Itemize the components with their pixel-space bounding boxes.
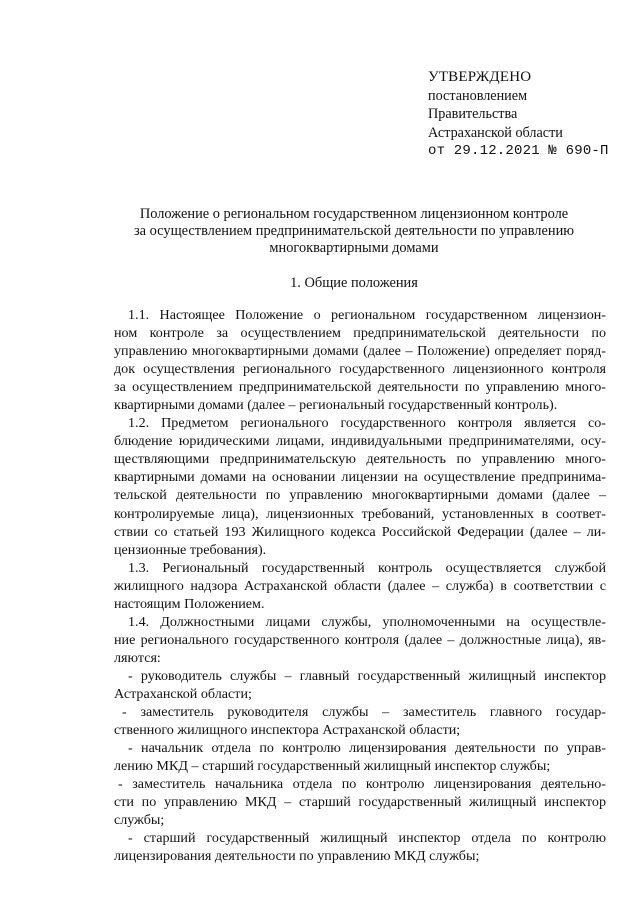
document-body bbox=[114, 306, 606, 865]
paragraph-line: 1.3. Региональный государственный контроль осуществляется службой bbox=[128, 559, 606, 576]
paragraph-line: 1.4. Должностными лицами службы, уполномоченными на осуществле- bbox=[128, 613, 606, 630]
list-item-line: Астраханской области; bbox=[114, 685, 252, 702]
list-item-line: лицензирования деятельности по управлению МКД службы; bbox=[114, 848, 480, 865]
approval-date-number: от 29.12.2021 № 690-П bbox=[428, 143, 609, 159]
paragraph-line: ствии со статьей 193 Жилищного кодекса Российской Федерации (далее – ли- bbox=[114, 523, 606, 540]
title-line: Положение о региональном государственном лицензионном контроле bbox=[139, 206, 569, 222]
paragraph-line: жилищного надзора Астраханской области (далее – служба) в соответствии с bbox=[114, 577, 606, 594]
paragraph-line: 1.1. Настоящее Положение о региональном государственном лицензион- bbox=[128, 307, 606, 323]
paragraph-line: ном контроле за осуществлением предпринимательской деятельности по bbox=[114, 325, 606, 342]
title-line: многоквартирными домами bbox=[269, 240, 439, 256]
approval-stamp bbox=[428, 68, 628, 161]
section-heading: 1. Общие положения bbox=[290, 275, 418, 291]
approval-line: Правительства bbox=[428, 106, 518, 122]
approval-line: Астраханской области bbox=[428, 124, 563, 141]
title-line: за осуществлением предпринимательской деятельности по управлению bbox=[133, 223, 575, 239]
paragraph-line: квартирными домами на основании лицензии на осуществление предпринима- bbox=[114, 469, 606, 486]
list-item-line: - заместитель руководителя службы – заместитель главного государ- bbox=[122, 704, 606, 721]
document-title bbox=[104, 206, 604, 257]
paragraph-line: ществляющими предпринимательскую деятельность по управлению много- bbox=[114, 451, 606, 468]
list-item-line: - заместитель начальника отдела по контролю лицензирования деятельно- bbox=[118, 776, 606, 793]
list-item-line: - начальник отдела по контролю лицензирования деятельности по управ- bbox=[128, 740, 606, 757]
paragraph-line: управлению многоквартирными домами (далее – Положение) определяет поряд- bbox=[114, 343, 606, 360]
paragraph-line: квартирными домами (далее – региональный государственный контроль). bbox=[114, 397, 558, 414]
paragraph-line: цензионные требования). bbox=[114, 541, 267, 558]
list-item-line: - руководитель службы – главный государственный жилищный инспектор bbox=[128, 667, 606, 684]
paragraph-line: за осуществлением предпринимательской деятельности по управлению много- bbox=[114, 379, 606, 396]
list-item-line: лению МКД – старший государственный жилищный инспектор службы; bbox=[114, 758, 551, 775]
approval-line: постановлением bbox=[428, 87, 528, 104]
list-item-line: службы; bbox=[114, 812, 165, 829]
paragraph-line: настоящим Положением. bbox=[114, 595, 265, 612]
paragraph-line: ляются: bbox=[114, 649, 161, 666]
approval-heading: УТВЕРЖДЕНО bbox=[428, 69, 532, 85]
list-item-line: - старший государственный жилищный инспектор отдела по контролю bbox=[128, 830, 606, 847]
paragraph-line: ние регионального государственного контроля (далее – должностные лица), яв- bbox=[114, 631, 606, 648]
paragraph-line: 1.2. Предметом регионального государственного контроля является со- bbox=[128, 415, 606, 432]
paragraph-line: блюдение юридическими лицами, индивидуальными предпринимателями, осу- bbox=[114, 433, 606, 450]
list-item-line: сти по управлению МКД – старший государственный жилищный инспектор bbox=[114, 794, 606, 811]
paragraph-line: тельской деятельности по управлению многоквартирными домами (далее – bbox=[114, 487, 606, 504]
paragraph-line: док осуществления регионального государственного лицензионного контроля bbox=[114, 361, 606, 378]
list-item-line: ственного жилищного инспектора Астраханской области; bbox=[114, 722, 461, 739]
paragraph-line: контролируемые лица), лицензионных требований, установленных в соответ- bbox=[114, 505, 606, 522]
